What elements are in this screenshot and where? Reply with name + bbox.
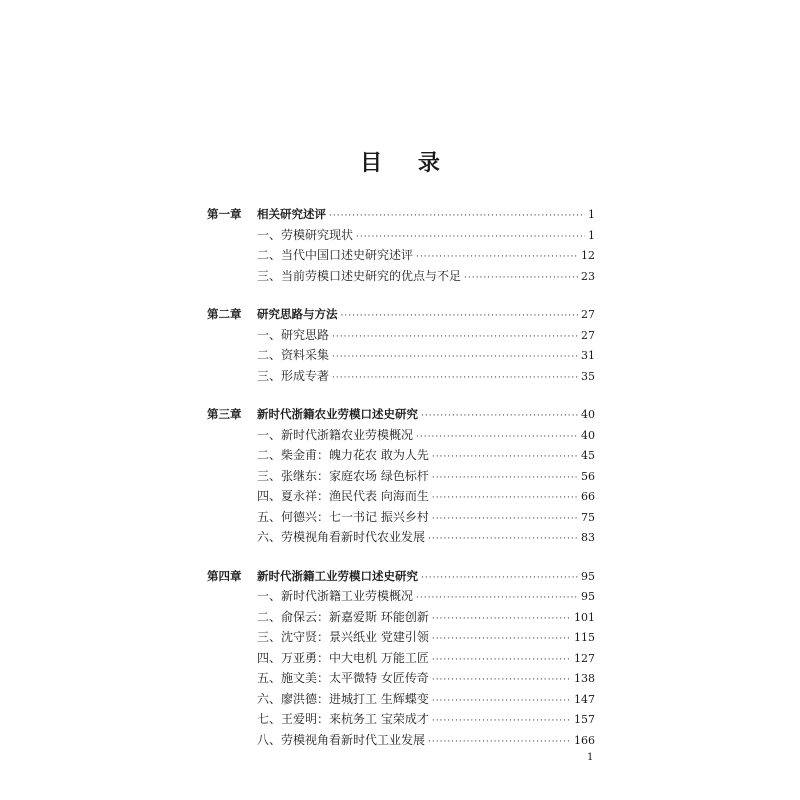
dot-leader: [432, 691, 571, 712]
section-page: 1: [588, 228, 595, 242]
section-title: 一、劳模研究现状: [257, 227, 354, 242]
chapter-page: 95: [581, 569, 595, 583]
section-title: 二、资料采集: [257, 348, 330, 362]
section-page: 75: [581, 510, 595, 524]
dot-leader: [464, 268, 578, 289]
section-title: 三、张继东：家庭农场 绿色标杆: [257, 468, 429, 483]
chapter-title: 新时代浙籍农业劳模口述史研究: [257, 407, 418, 421]
chapter-label: 第一章: [207, 207, 242, 221]
section-entry: [207, 245, 595, 266]
chapter-label: 第三章: [207, 407, 242, 421]
section-title: 三、形成专著: [257, 368, 330, 383]
section-page: 83: [581, 531, 595, 544]
section-title: 六、劳模视角看新时代农业发展: [257, 530, 426, 544]
section-entry: [207, 507, 595, 528]
chapter-page: 40: [581, 408, 595, 421]
section-title: 二、俞保云：新嘉爱斯 环能创新: [257, 609, 429, 624]
chapter-page: 27: [581, 308, 595, 321]
dot-leader: [432, 509, 578, 530]
section-entry: [207, 527, 595, 548]
section-title: 二、当代中国口述史研究述评: [257, 248, 414, 262]
dot-leader: [432, 609, 571, 630]
section-entry: [207, 486, 595, 507]
section-page: 45: [581, 449, 595, 462]
dot-leader: [428, 732, 571, 753]
section-entry: [207, 586, 595, 607]
section-page: 138: [574, 672, 595, 685]
section-entry: [207, 607, 595, 628]
section-entry: [207, 730, 595, 751]
dot-leader: [432, 629, 571, 650]
dot-leader: [432, 670, 571, 691]
chapter-heading: [207, 304, 595, 325]
dot-leader: [356, 227, 585, 248]
dot-leader: [416, 247, 578, 268]
section-entry: [207, 425, 595, 446]
section-page: 66: [581, 490, 595, 503]
table-of-contents: [207, 204, 595, 768]
section-page: 56: [581, 469, 595, 483]
section-title: 三、沈守贤：景兴纸业 党建引领: [257, 630, 429, 644]
section-page: 157: [574, 713, 595, 726]
dot-leader: [332, 368, 578, 389]
dot-leader: [432, 711, 571, 732]
chapter-page: 1: [588, 208, 595, 221]
dot-leader: [416, 588, 578, 609]
section-title: 五、何德兴：七一书记 振兴乡村: [257, 509, 429, 524]
section-page: 166: [574, 733, 595, 747]
section-entry: [207, 709, 595, 730]
section-entry: [207, 668, 595, 689]
dot-leader: [416, 427, 578, 448]
section-page: 40: [581, 428, 595, 442]
section-page: 101: [574, 610, 595, 624]
chapter-4: [207, 566, 595, 751]
section-title: 六、廖洪德：进城打工 生辉蝶变: [257, 691, 429, 706]
section-page: 35: [581, 369, 595, 383]
section-title: 八、劳模视角看新时代工业发展: [257, 732, 426, 747]
dot-leader: [329, 206, 585, 227]
section-entry: [207, 325, 595, 346]
chapter-1: [207, 204, 595, 286]
chapter-2: [207, 304, 595, 386]
section-entry: [207, 366, 595, 387]
dot-leader: [432, 468, 578, 489]
section-title: 一、新时代浙籍农业劳模概况: [257, 427, 414, 442]
dot-leader: [421, 406, 578, 427]
section-entry: [207, 445, 595, 466]
page-number: 1: [587, 752, 594, 763]
section-page: 27: [581, 328, 595, 342]
dot-leader: [421, 568, 578, 589]
section-entry: [207, 466, 595, 487]
section-page: 31: [581, 349, 595, 362]
chapter-heading: [207, 204, 595, 225]
dot-leader: [428, 529, 578, 550]
chapter-label: 第四章: [207, 568, 242, 583]
dot-leader: [432, 447, 578, 468]
section-title: 一、研究思路: [257, 327, 330, 342]
section-title: 四、夏永祥：渔民代表 向海而生: [257, 489, 429, 503]
dot-leader: [332, 347, 578, 368]
section-entry: [207, 648, 595, 669]
page-title: 目 录: [360, 151, 454, 176]
section-title: 四、万亚勇：中大电机 万能工匠: [257, 650, 429, 665]
section-page: 147: [574, 692, 595, 706]
section-page: 127: [574, 651, 595, 665]
section-entry: [207, 689, 595, 710]
section-entry: [207, 266, 595, 287]
section-page: 95: [581, 590, 595, 603]
section-entry: [207, 225, 595, 246]
section-title: 三、当前劳模口述史研究的优点与不足: [257, 268, 462, 283]
chapter-title: 新时代浙籍工业劳模口述史研究: [257, 568, 418, 583]
section-page: 12: [581, 249, 595, 262]
chapter-heading: [207, 566, 595, 587]
section-page: 115: [574, 631, 595, 644]
section-title: 七、王爱明：来杭务工 宝荣成才: [257, 712, 429, 726]
section-entry: [207, 627, 595, 648]
section-title: 一、新时代浙籍工业劳模概况: [257, 589, 414, 603]
dot-leader: [332, 327, 578, 348]
section-title: 五、施文美：太平微特 女匠传奇: [257, 671, 429, 685]
chapter-label: 第二章: [207, 307, 242, 321]
dot-leader: [432, 488, 578, 509]
section-page: 23: [581, 269, 595, 283]
section-title: 二、柴金甫：魄力花农 敢为人先: [257, 448, 429, 462]
section-entry: [207, 345, 595, 366]
dot-leader: [432, 650, 571, 671]
chapter-heading: [207, 404, 595, 425]
chapter-title: 相关研究述评: [257, 207, 326, 221]
chapter-title: 研究思路与方法: [257, 307, 338, 321]
chapter-3: [207, 404, 595, 548]
dot-leader: [341, 306, 579, 327]
